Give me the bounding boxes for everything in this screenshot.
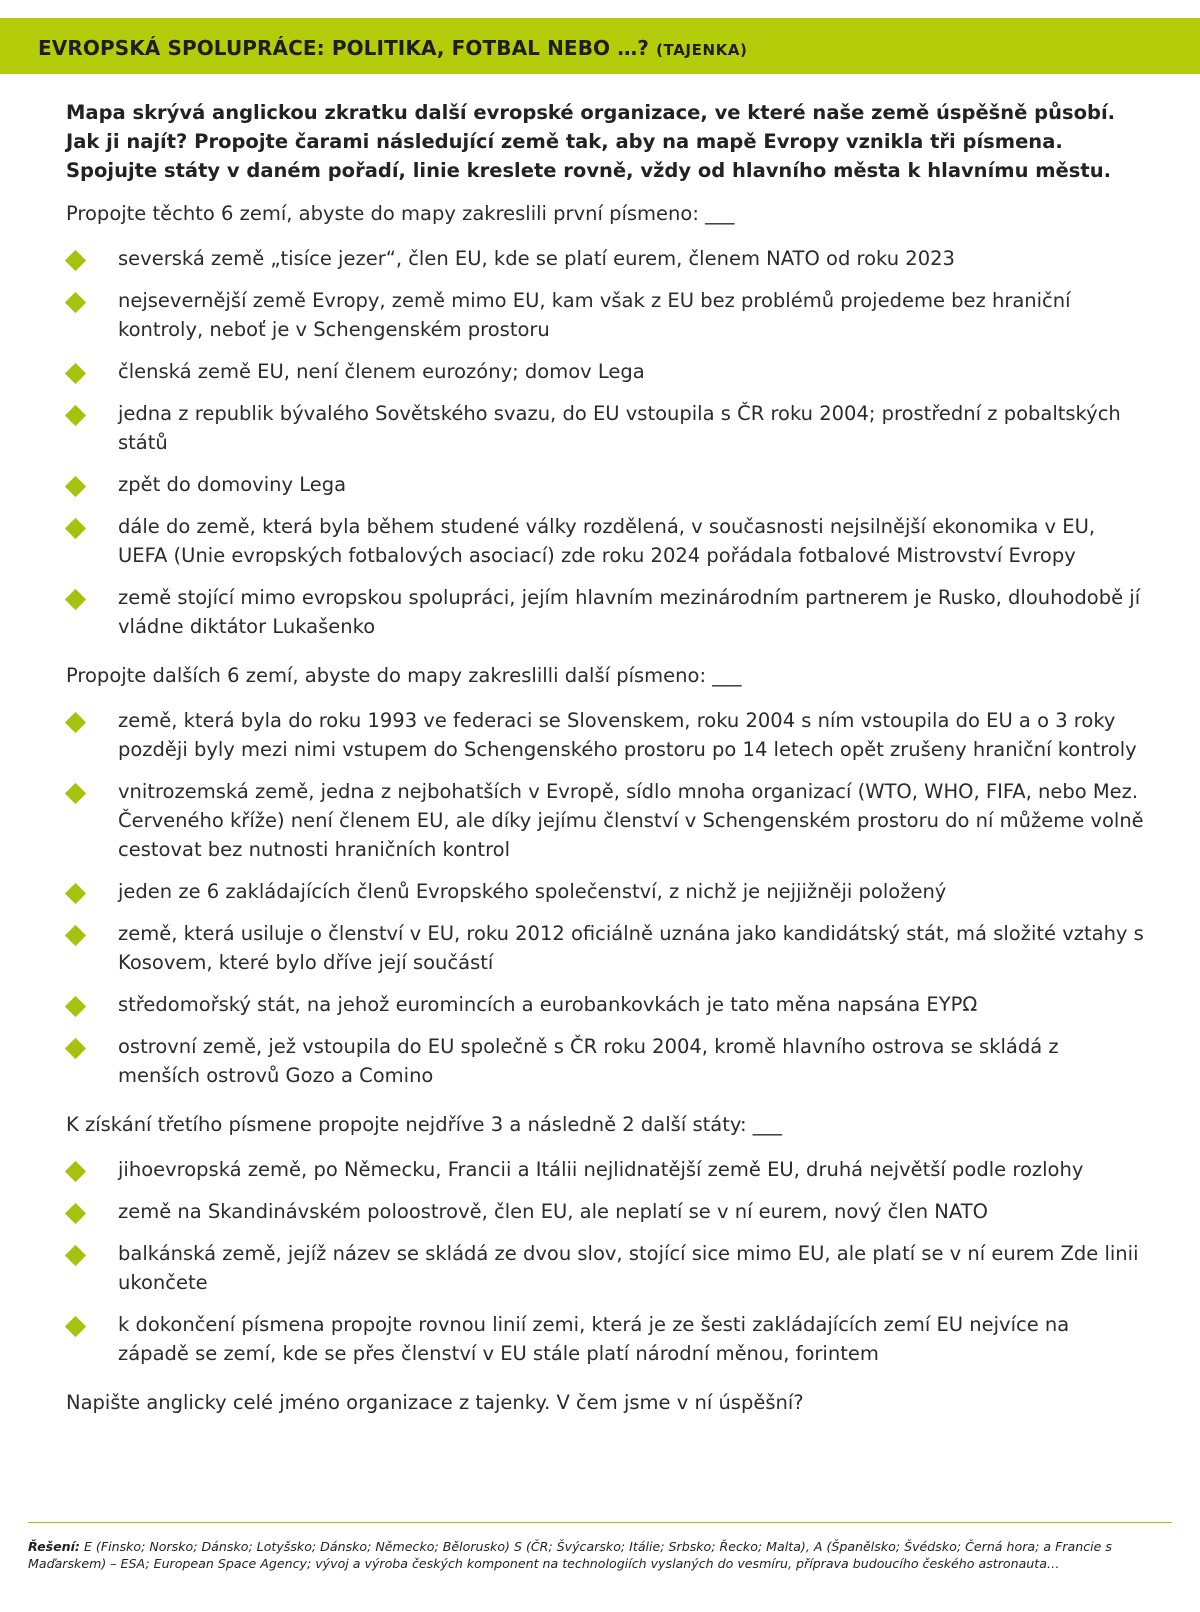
diamond-bullet-icon — [65, 996, 86, 1017]
diamond-bullet-icon — [65, 405, 86, 426]
list-item-text: země stojící mimo evropskou spolupráci, jejím hlavním mezinárodním partnerem je Rusko, dlouhodobě jí vládne diktátor Lukašenko — [118, 586, 1141, 638]
list-item — [66, 399, 1146, 457]
list-item — [66, 357, 1146, 386]
list-item — [66, 1032, 1146, 1090]
diamond-bullet-icon — [65, 292, 86, 313]
list-item-text: středomořský stát, na jehož euromincích a eurobankovkách je tato měna napsána ΕΥΡΩ — [118, 993, 978, 1016]
diamond-bullet-icon — [65, 1038, 86, 1059]
section-lead: Propojte dalších 6 zemí, abyste do mapy zakreslilli další písmeno: ___ — [66, 664, 742, 687]
list-item — [66, 470, 1146, 499]
list-item-text: severská země „tisíce jezer“, člen EU, kde se platí eurem, členem NATO od roku 2023 — [118, 247, 955, 270]
list-item-text: k dokončení písmena propojte rovnou linií zemi, která je ze šesti zakládajících zemí EU nejvíce na západě se zemí, kde se přes členství v EU stále platí národní měnou, forintem — [118, 1313, 1070, 1365]
list-item-text: země, která byla do roku 1993 ve federaci se Slovenskem, roku 2004 s ním vstoupila do EU a o 3 roky později byly mezi nimi vstupem do Schengenského prostoru po 14 letech opět zrušeny hraniční kontroly — [118, 709, 1137, 761]
list-item — [66, 990, 1146, 1019]
list-item-text: ostrovní země, jež vstoupila do EU společně s ČR roku 2004, kromě hlavního ostrova se skládá z menších ostrovů Gozo a Comino — [118, 1035, 1059, 1087]
diamond-bullet-icon — [65, 250, 86, 271]
diamond-bullet-icon — [65, 1203, 86, 1224]
title-tag: (TAJENKA) — [656, 41, 748, 59]
diamond-bullet-icon — [65, 363, 86, 384]
diamond-bullet-icon — [65, 589, 86, 610]
diamond-bullet-icon — [65, 476, 86, 497]
clue-list — [66, 244, 1146, 641]
final-question: Napište anglicky celé jméno organizace z tajenky. V čem jsme v ní úspěšní? — [66, 1391, 804, 1414]
list-item — [66, 286, 1146, 344]
list-item-text: dále do země, která byla během studené války rozdělená, v současnosti nejsilnější ekonomika v EU, UEFA (Unie evropských fotbalových asociací) zde roku 2024 pořádala fotbalové Mistrovství Evropy — [118, 515, 1096, 567]
list-item — [66, 919, 1146, 977]
list-item-text: země, která usiluje o členství v EU, roku 2012 oficiálně uznána jako kandidátský stát, má složité vztahy s Kosovem, které bylo dříve její součástí — [118, 922, 1144, 974]
section-lead: K získání třetího písmene propojte nejdříve 3 a následně 2 další státy: ___ — [66, 1113, 782, 1136]
diamond-bullet-icon — [65, 1161, 86, 1182]
list-item-text: jihoevropská země, po Německu, Francii a Itálii nejlidnatější země EU, druhá největší podle rozlohy — [118, 1158, 1084, 1181]
solution-label: Řešení: — [28, 1539, 80, 1554]
list-item — [66, 1155, 1146, 1184]
list-item — [66, 706, 1146, 764]
intro-paragraph: Mapa skrývá anglickou zkratku další evropské organizace, ve které naše země úspěšně působí. Jak ji najít? Propojte čarami následující země tak, aby na mapě Evropy vznikla tři písmena. Spojujte státy v daném pořadí, linie kreslete rovně, vždy od hlavního města k hlavnímu městu. — [66, 101, 1116, 182]
worksheet-content — [66, 98, 1146, 1417]
solution-text: E (Finsko; Norsko; Dánsko; Lotyšsko; Dánsko; Německo; Bělorusko) S (ČR; Švýcarsko; Itálie; Srbsko; Řecko; Malta), A (Španělsko; Švédsko; Černá hora; a Francie s Maďarskem) – ESA; European Space Agency; vývoj a výroba českých komponent na technologiích vyslaných do vesmíru, příprava budoucího českého astronauta… — [28, 1539, 1112, 1571]
diamond-bullet-icon — [65, 712, 86, 733]
list-item-text: vnitrozemská země, jedna z nejbohatších v Evropě, sídlo mnoha organizací (WTO, WHO, FIFA, nebo Mez. Červeného kříže) není členem EU, ale díky jejímu členství v Schengenském prostoru do ní můžeme volně cestovat bez nutnosti hraničních kontrol — [118, 780, 1144, 861]
section-second-letter — [66, 661, 1146, 1090]
list-item-text: členská země EU, není členem eurozóny; domov Lega — [118, 360, 645, 383]
list-item — [66, 244, 1146, 273]
list-item — [66, 583, 1146, 641]
list-item-text: jeden ze 6 zakládajících členů Evropského společenství, z nichž je nejjižněji položený — [118, 880, 947, 903]
list-item-text: jedna z republik bývalého Sovětského svazu, do EU vstoupila s ČR roku 2004; prostřední z pobaltských států — [118, 402, 1121, 454]
section-first-letter — [66, 199, 1146, 641]
clue-list — [66, 706, 1146, 1090]
diamond-bullet-icon — [65, 925, 86, 946]
list-item-text: nejsevernější země Evropy, země mimo EU, kam však z EU bez problémů projedeme bez hraniční kontroly, neboť je v Schengenském prostoru — [118, 289, 1071, 341]
list-item-text: balkánská země, jejíž název se skládá ze dvou slov, stojící sice mimo EU, ale platí se v ní eurem Zde linii ukončete — [118, 1242, 1139, 1294]
diamond-bullet-icon — [65, 783, 86, 804]
section-third-letter — [66, 1110, 1146, 1368]
list-item-text: zpět do domoviny Lega — [118, 473, 347, 496]
solution-footnote — [28, 1538, 1178, 1572]
diamond-bullet-icon — [65, 1316, 86, 1337]
list-item — [66, 512, 1146, 570]
footer-divider — [28, 1522, 1172, 1523]
section-lead: Propojte těchto 6 zemí, abyste do mapy zakreslili první písmeno: ___ — [66, 202, 735, 225]
list-item — [66, 1239, 1146, 1297]
diamond-bullet-icon — [65, 1245, 86, 1266]
list-item-text: země na Skandinávském poloostrově, člen EU, ale neplatí se v ní eurem, nový člen NATO — [118, 1200, 988, 1223]
list-item — [66, 1197, 1146, 1226]
diamond-bullet-icon — [65, 883, 86, 904]
diamond-bullet-icon — [65, 518, 86, 539]
title-main: EVROPSKÁ SPOLUPRÁCE: POLITIKA, FOTBAL NEBO …? — [38, 36, 650, 60]
list-item — [66, 877, 1146, 906]
list-item — [66, 777, 1146, 864]
clue-list — [66, 1155, 1146, 1368]
list-item — [66, 1310, 1146, 1368]
page-title — [38, 36, 748, 60]
